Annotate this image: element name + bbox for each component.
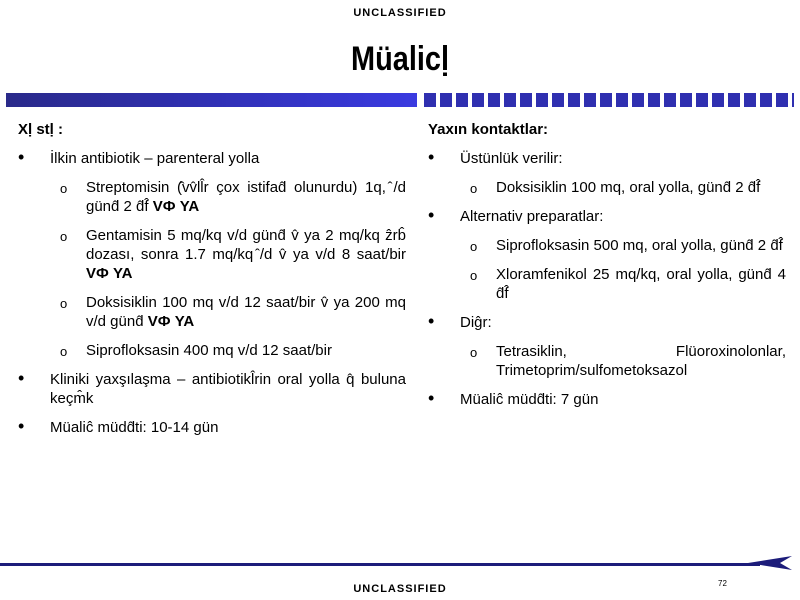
bullet-dot-icon: •	[428, 147, 435, 167]
left-bullet-item	[18, 370, 406, 408]
left-heading: Xḷ stḷ :	[18, 121, 64, 138]
left-bullet-list	[18, 149, 406, 437]
right-heading: Yaxın kontaktlar:	[428, 121, 549, 138]
right-column	[428, 120, 786, 419]
title-bar-right	[424, 93, 794, 107]
sub-bullet-text: Gentamisin 5 mq/kq v/d günd̂ v̂ ya 2 mq/kq ẑrb̂ dozası, sonra 1.7 mq/kq ̂/d v̂ ya v/d 8 saat/bir	[86, 227, 406, 263]
page-number: 72	[718, 579, 727, 588]
footer-arrow-icon	[748, 555, 792, 571]
sub-bullet-icon: o	[470, 345, 478, 360]
footer-line	[0, 563, 760, 566]
sub-bullet-icon: o	[60, 229, 68, 244]
right-bullet-item	[428, 207, 786, 226]
slide-title: Müalicḷ	[351, 40, 449, 78]
route-label: VФ YA	[152, 198, 200, 215]
right-bullet-item	[428, 149, 786, 168]
sub-bullet-icon: o	[470, 268, 478, 283]
right-sub-item	[428, 236, 786, 255]
bullet-dot-icon: •	[428, 205, 435, 225]
bullet-text: Müaliĉ müdd̂ti: 10-14 gün	[50, 419, 219, 436]
bullet-text: İlkin antibiotik – parenteral yolla	[50, 150, 260, 167]
right-sub-item	[428, 342, 786, 380]
left-bullet-item	[18, 418, 406, 437]
sub-bullet-text: Xloramfenikol 25 mq/kq, oral yolla, günd̂ 4 d̂f̂	[496, 266, 786, 302]
bullet-dot-icon: •	[428, 311, 435, 331]
left-sub-item	[18, 341, 406, 360]
sub-bullet-text: Tetrasiklin, Flüoroxinolonlar, Trimetoprim/sulfometoksazol	[496, 343, 786, 379]
sub-bullet-text: Siprofloksasin 500 mq, oral yolla, günd̂ 2 d̂f̂	[496, 237, 783, 254]
bullet-dot-icon: •	[18, 368, 25, 388]
left-column	[18, 120, 406, 447]
right-bullet-item	[428, 313, 786, 332]
left-sub-item	[18, 293, 406, 331]
bullet-text: Diĝr:	[460, 314, 492, 331]
sub-bullet-text: Doksisiklin 100 mq, oral yolla, günd̂ 2 d̂f̂	[496, 179, 761, 196]
sub-bullet-text: Streptomisin (̂vv̂ll̂r çox istifad̂ olunurdu) 1q, ̂/d günd̂ 2 d̂f̂	[86, 179, 406, 215]
right-bullet-item	[428, 390, 786, 409]
sub-bullet-icon: o	[470, 181, 478, 196]
right-bullet-list	[428, 149, 786, 409]
sub-bullet-icon: o	[60, 181, 68, 196]
bullet-text: Kliniki yaxşılaşma – antibiotikl̂rin oral yolla q̂ buluna keçm̂k	[50, 371, 406, 407]
bullet-text: Alternativ preparatlar:	[460, 208, 604, 225]
sub-bullet-icon: o	[60, 296, 68, 311]
sub-bullet-text: Doksisiklin 100 mq v/d 12 saat/bir v̂ ya 200 mq v/d günd̂	[86, 294, 406, 330]
bullet-text: Müaliĉ müdd̂ti: 7 gün	[460, 391, 599, 408]
left-bullet-item	[18, 149, 406, 168]
sub-bullet-text: Siprofloksasin 400 mq v/d 12 saat/bir	[86, 342, 332, 359]
bullet-dot-icon: •	[18, 416, 25, 436]
bullet-dot-icon: •	[18, 147, 25, 167]
title-bar-left	[6, 93, 417, 107]
bullet-dot-icon: •	[428, 388, 435, 408]
classification-banner-top: UNCLASSIFIED	[353, 7, 447, 19]
left-sub-item	[18, 178, 406, 216]
right-sub-item	[428, 178, 786, 197]
route-label: VФ YA	[86, 265, 133, 282]
classification-banner-bottom: UNCLASSIFIED	[353, 583, 447, 595]
route-label: VФ YA	[147, 313, 195, 330]
bullet-text: Üstünlük verilir:	[460, 150, 563, 167]
sub-bullet-icon: o	[470, 239, 478, 254]
left-sub-item	[18, 226, 406, 283]
sub-bullet-icon: o	[60, 344, 68, 359]
right-sub-item	[428, 265, 786, 303]
